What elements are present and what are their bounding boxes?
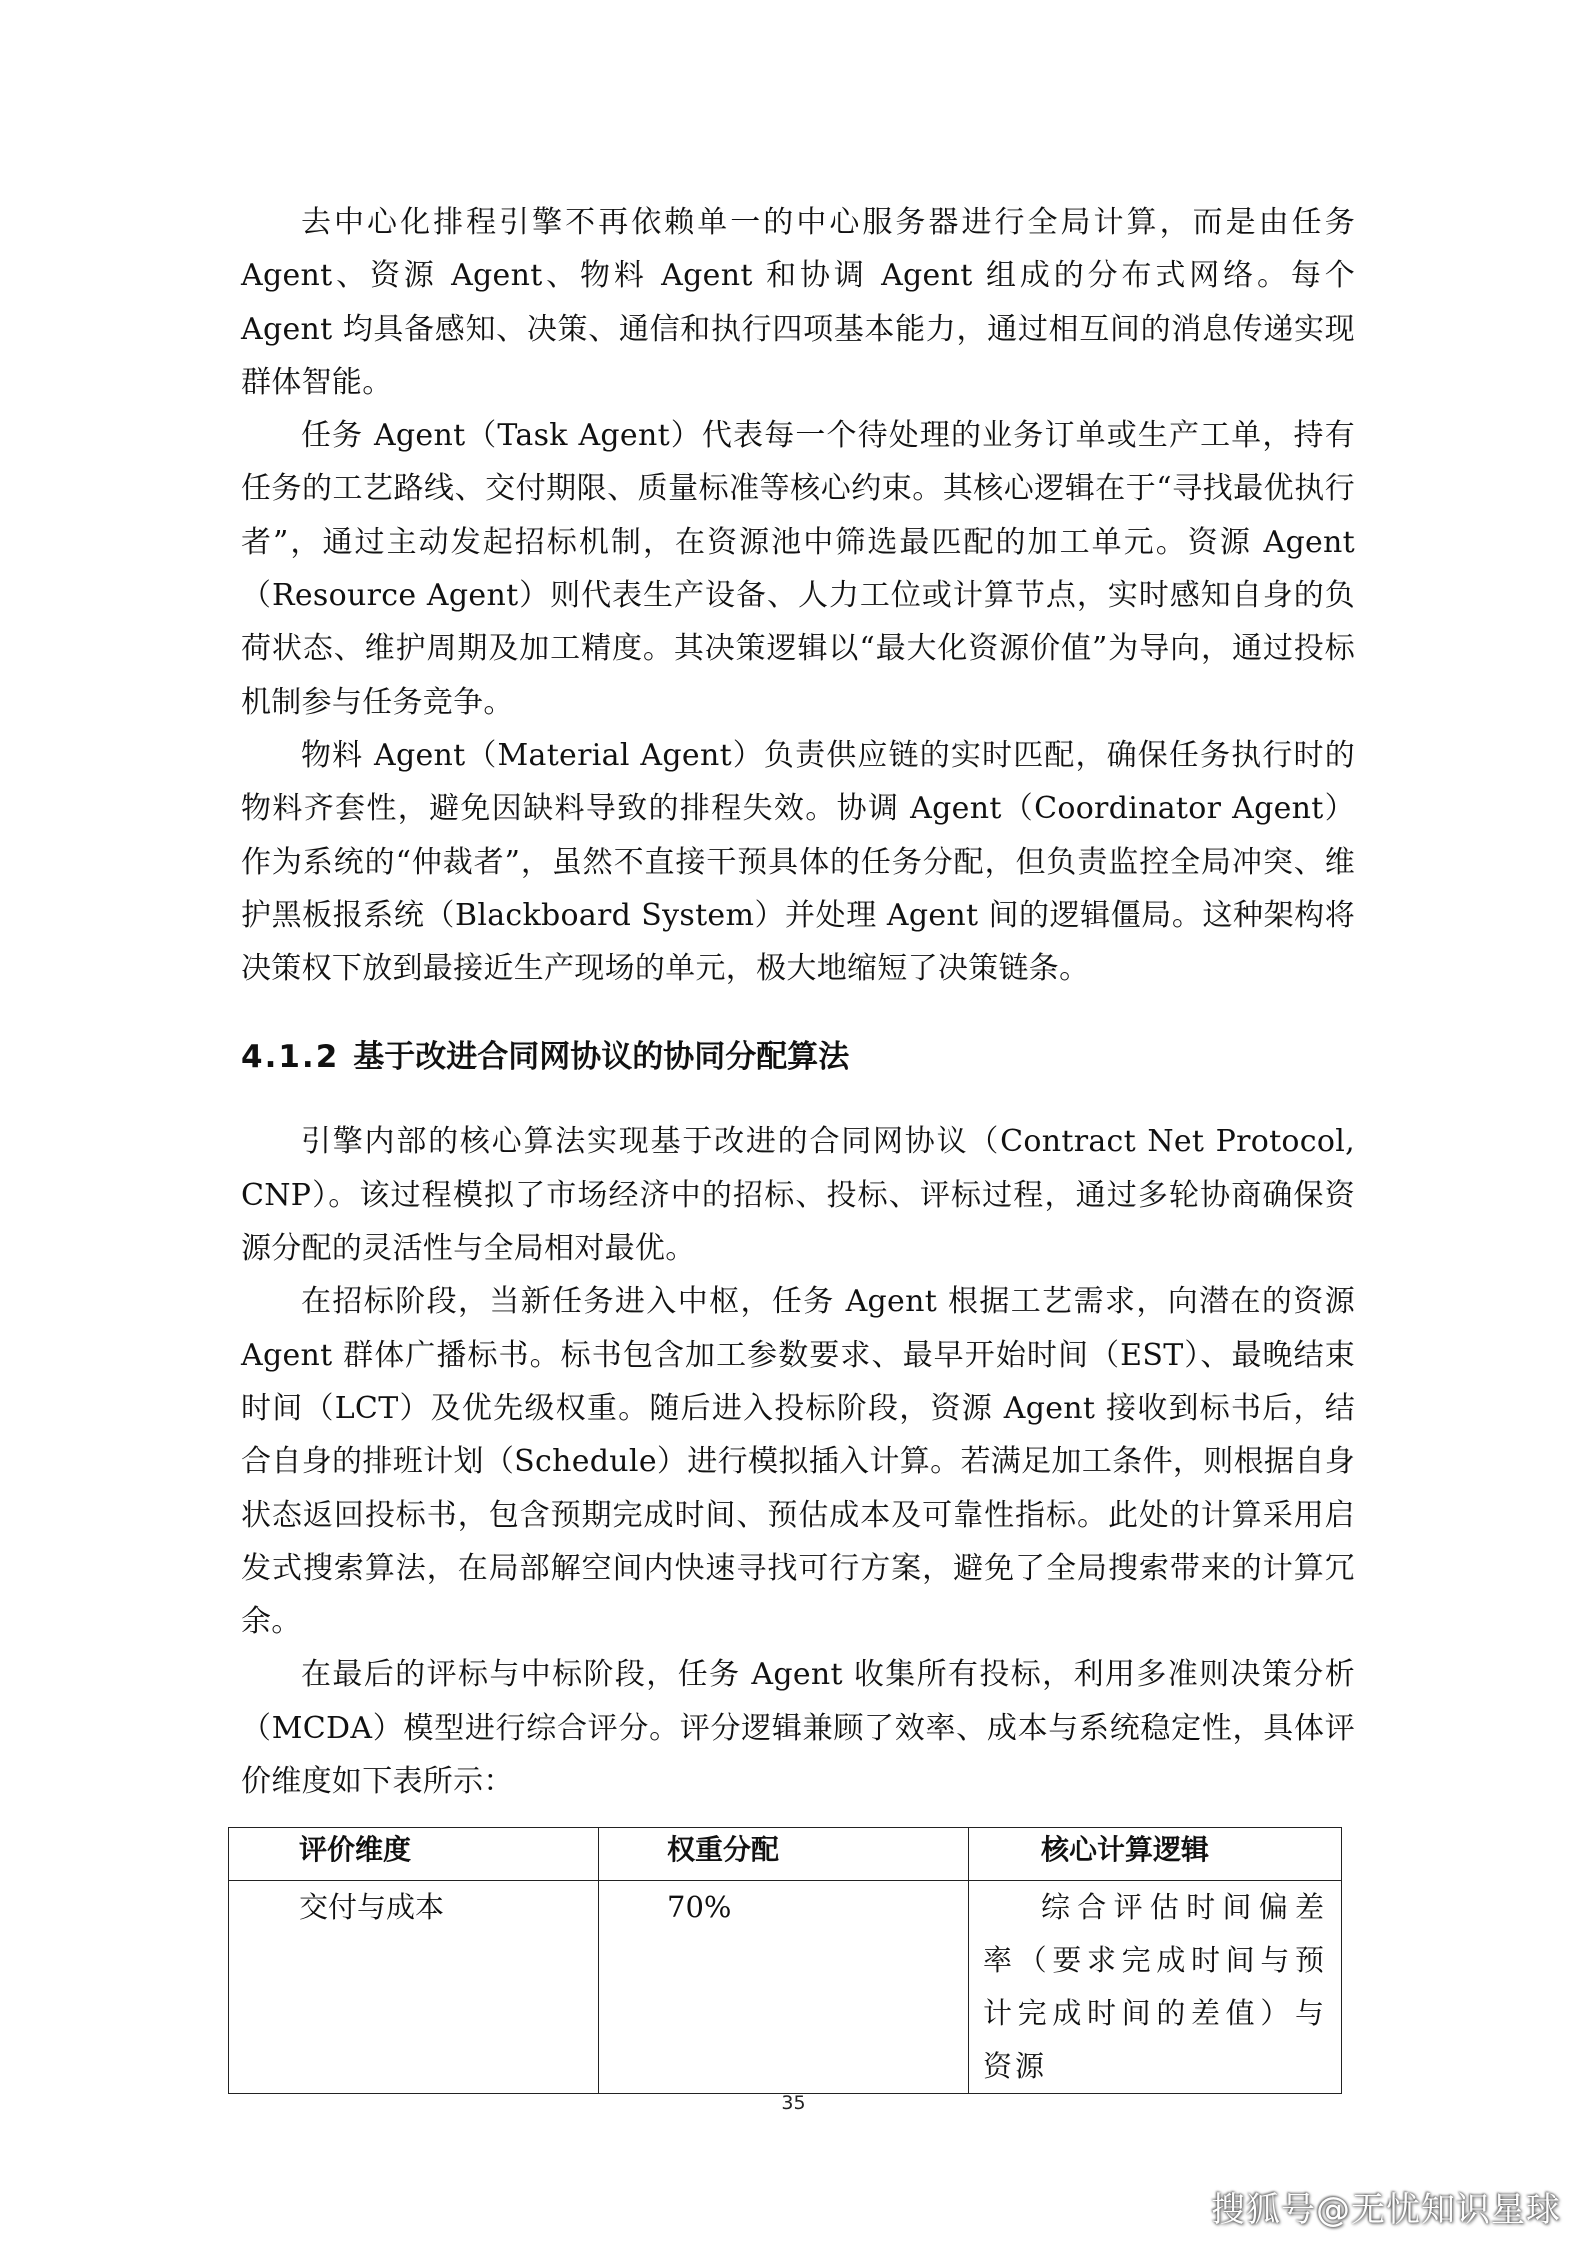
paragraph: 在最后的评标与中标阶段，任务 Agent 收集所有投标，利用多准则决策分析（MCDA）模型进行综合评分。评分逻辑兼顾了效率、成本与系统稳定性，具体评价维度如下表所示： [241, 1657, 1355, 1800]
table-row [229, 1881, 1342, 2094]
page-number: 35 [781, 2092, 806, 2114]
watermark: 搜狐号@无忧知识星球 [1211, 2190, 1561, 2230]
paragraph: 去中心化排程引擎不再依赖单一的中心服务器进行全局计算，而是由任务 Agent、资源 Agent、物料 Agent 和协调 Agent 组成的分布式网络。每个 Agent 均具备感知、决策、通信和执行四项基本能力，通过相互间的消息传递实现群体智能。 [241, 205, 1355, 400]
column-header: 核心计算逻辑 [969, 1828, 1342, 1881]
paragraph: 物料 Agent（Material Agent）负责供应链的实时匹配，确保任务执行时的物料齐套性，避免因缺料导致的排程失效。协调 Agent（Coordinator Agent）作为系统的“仲裁者”，虽然不直接干预具体的任务分配，但负责监控全局冲突、维护黑板报系统（Blackboard System）并处理 Agent 间的逻辑僵局。这种架构将决策权下放到最接近生产现场的单元，极大地缩短了决策链条。 [241, 737, 1356, 987]
section-heading [241, 1027, 1355, 1087]
evaluation-table [228, 1827, 1342, 2094]
paragraph: 在招标阶段，当新任务进入中枢，任务 Agent 根据工艺需求，向潜在的资源 Agent 群体广播标书。标书包含加工参数要求、最早开始时间（EST）、最晚结束时间（LCT）及优先级权重。随后进入投标阶段，资源 Agent 接收到标书后，结合自身的排班计划（Schedule）进行模拟插入计算。若满足加工条件，则根据自身状态返回投标书，包含预期完成时间、预估成本及可靠性指标。此处的计算采用启发式搜索算法，在局部解空间内快速寻找可行方案，避免了全局搜索带来的计算冗余。 [241, 1284, 1355, 1640]
table-cell: 综合评估时间偏差率（要求完成时间与预计完成时间的差值）与资源 [969, 1881, 1342, 2094]
column-header: 评价维度 [229, 1828, 599, 1881]
table-cell: 70% [599, 1881, 969, 2094]
section-title: 基于改进合同网协议的协同分配算法 [353, 1039, 850, 1076]
paragraph: 任务 Agent（Task Agent）代表每一个待处理的业务订单或生产工单，持有任务的工艺路线、交付期限、质量标准等核心约束。其核心逻辑在于“寻找最优执行者”，通过主动发起招标机制，在资源池中筛选最匹配的加工单元。资源 Agent（Resource Agent）则代表生产设备、人力工位或计算节点，实时感知自身的负荷状态、维护周期及加工精度。其决策逻辑以“最大化资源价值”为导向，通过投标机制参与任务竞争。 [241, 418, 1355, 720]
table-header-row [229, 1828, 1342, 1881]
body-text [241, 196, 1355, 1808]
section-number: 4.1.2 [241, 1039, 340, 1076]
paragraph: 引擎内部的核心算法实现基于改进的合同网协议（Contract Net Protocol, CNP）。该过程模拟了市场经济中的招标、投标、评标过程，通过多轮协商确保资源分配的灵活性与全局相对最优。 [241, 1124, 1355, 1267]
table-cell: 交付与成本 [229, 1881, 599, 2094]
column-header: 权重分配 [599, 1828, 969, 1881]
